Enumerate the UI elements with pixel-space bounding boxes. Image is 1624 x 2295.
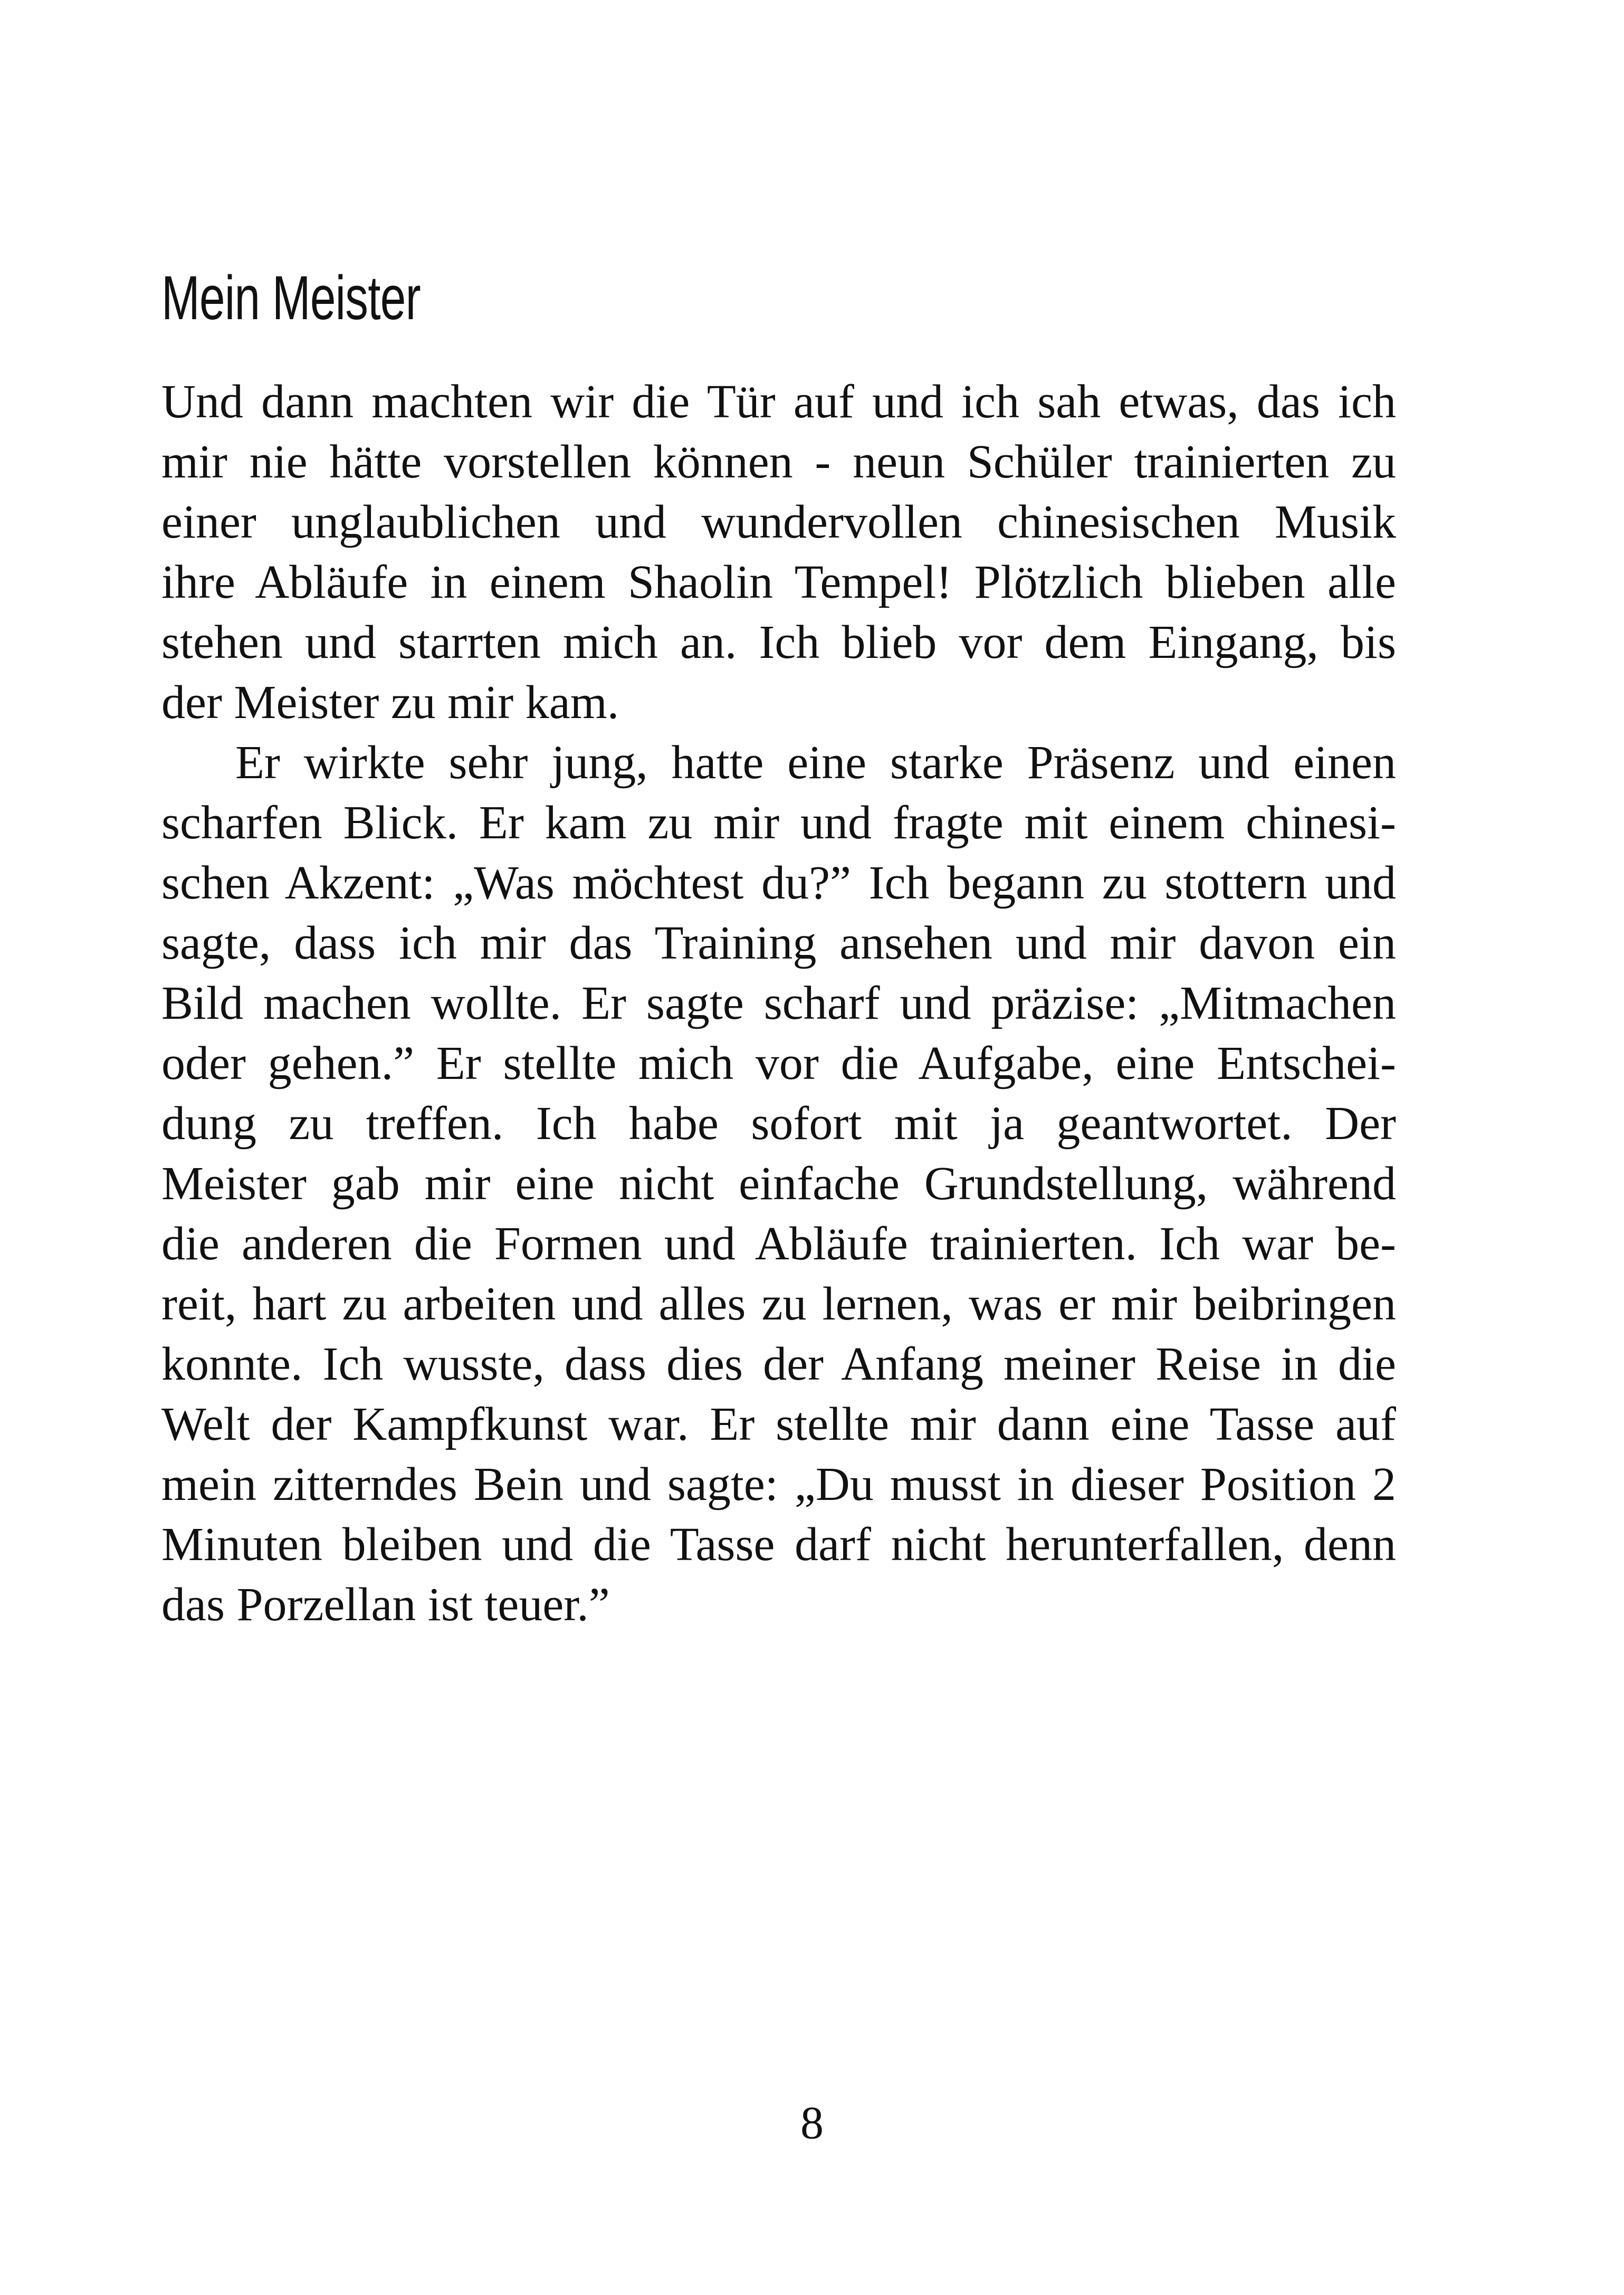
paragraph-2 — [161, 733, 1396, 1635]
text-line: stehen und starrten mich an. Ich blieb vor dem Eingang, bis — [161, 616, 1396, 668]
text-line: Meister gab mir eine nicht einfache Grundstellung, während — [161, 1158, 1396, 1210]
text-line: konnte. Ich wusste, dass dies der Anfang meiner Reise in die — [161, 1338, 1396, 1390]
page-number: 8 — [800, 2098, 824, 2149]
text-line: Bild machen wollte. Er sagte scharf und präzise: „Mitmachen — [161, 977, 1396, 1029]
chapter-heading: Mein Meister — [161, 263, 421, 333]
text-line: ihre Abläufe in einem Shaolin Tempel! Plötzlich blieben alle — [161, 556, 1396, 608]
text-line: Welt der Kampfkunst war. Er stellte mir dann eine Tasse auf — [161, 1398, 1396, 1450]
text-line: reit, hart zu arbeiten und alles zu lernen, was er mir beibringen — [161, 1278, 1396, 1330]
text-line: das Porzellan ist teuer.” — [161, 1579, 610, 1631]
text-line: schen Akzent: „Was möchtest du?” Ich begann zu stottern und — [161, 857, 1396, 909]
text-line: dung zu treffen. Ich habe sofort mit ja geantwortet. Der — [161, 1097, 1396, 1150]
paragraph-1 — [161, 372, 1396, 733]
text-line: Und dann machten wir die Tür auf und ich sah etwas, das ich — [161, 376, 1396, 428]
text-line: sagte, dass ich mir das Training ansehen und mir davon ein — [161, 917, 1396, 969]
text-line: Minuten bleiben und die Tasse darf nicht herunterfallen, denn — [161, 1518, 1396, 1571]
text-line: mir nie hätte vorstellen können - neun Schüler trainierten zu — [161, 436, 1396, 488]
text-line: scharfen Blick. Er kam zu mir und fragte mit einem chinesi- — [161, 797, 1396, 849]
text-line: der Meister zu mir kam. — [161, 676, 619, 729]
text-line: oder gehen.” Er stellte mich vor die Aufgabe, eine Entschei- — [161, 1037, 1396, 1089]
text-line: einer unglaublichen und wundervollen chinesischen Musik — [161, 496, 1396, 548]
text-line: mein zitterndes Bein und sagte: „Du musst in dieser Position 2 — [161, 1458, 1396, 1510]
text-line: die anderen die Formen und Abläufe trainierten. Ich war be- — [161, 1218, 1396, 1270]
text-line: Er wirkte sehr jung, hatte eine starke Präsenz und einen — [235, 737, 1396, 789]
body-text — [161, 372, 1396, 1635]
